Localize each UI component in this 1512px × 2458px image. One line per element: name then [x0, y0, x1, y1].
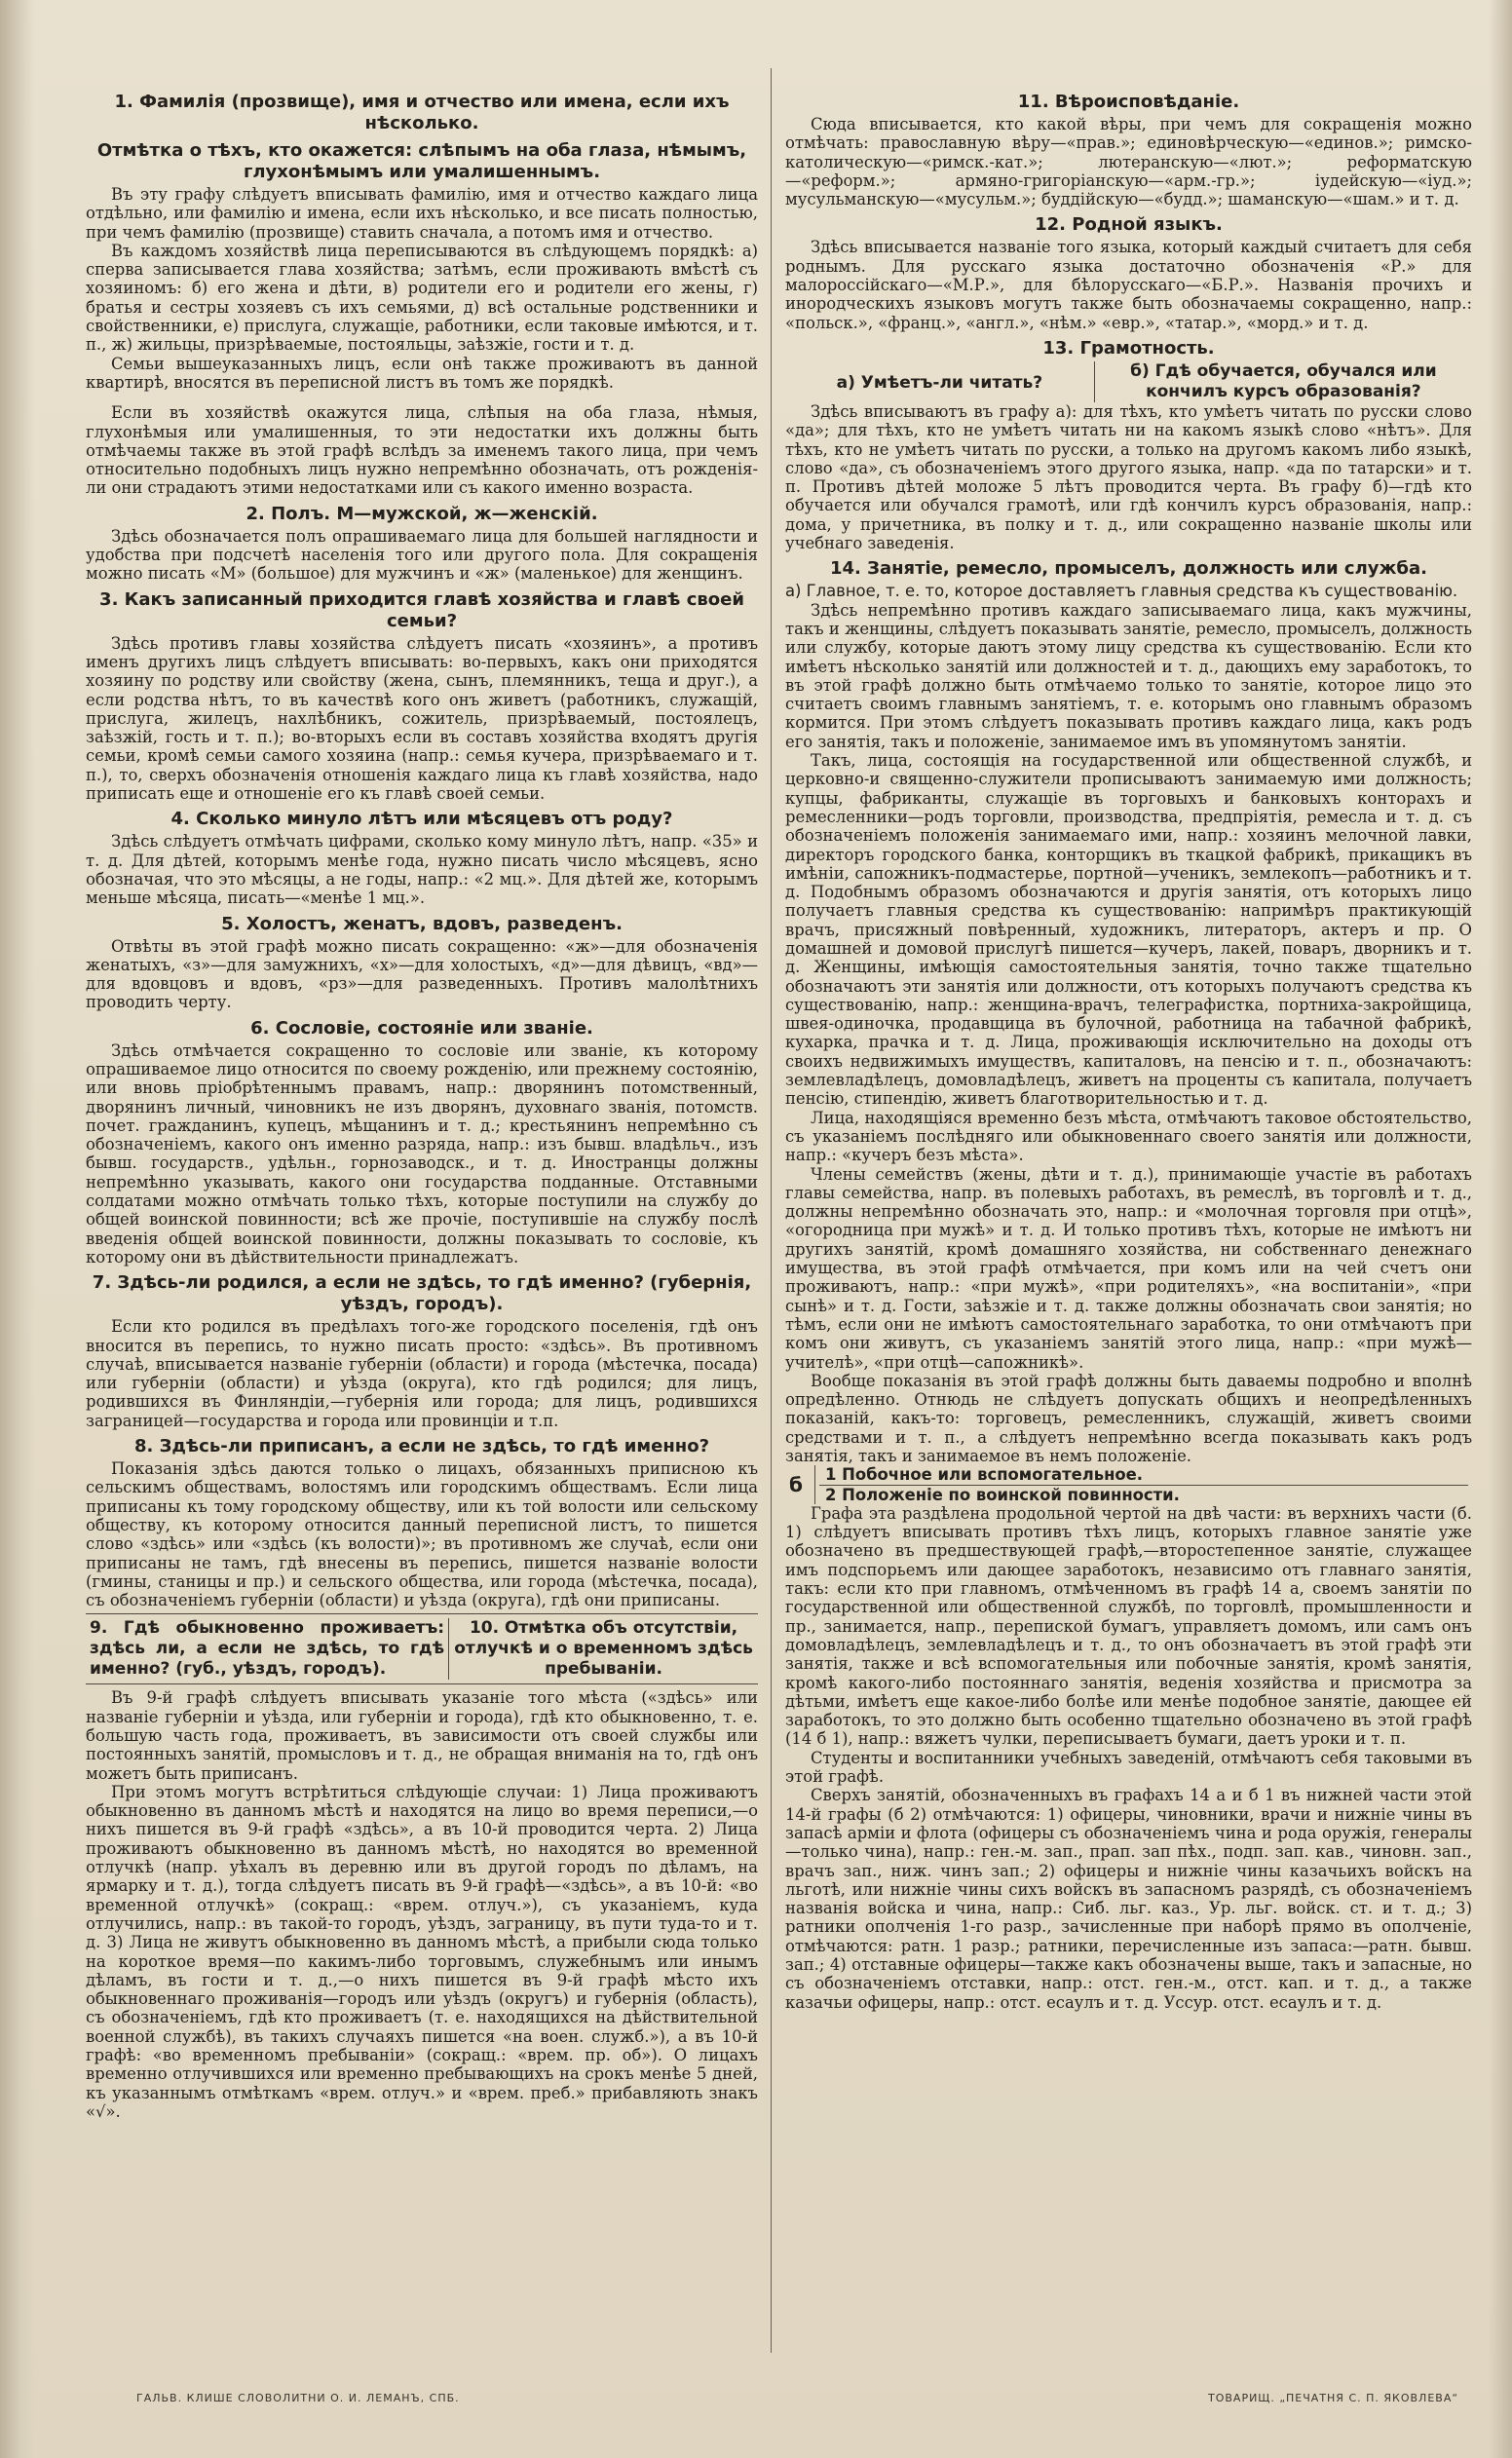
- section-11-title: 11. Вѣроисповѣданіе.: [1017, 92, 1240, 112]
- section-3-paragraph: Здѣсь противъ главы хозяйства слѣдуетъ писать «хозяинъ», а противъ именъ другихъ лицъ слѣдуетъ вписывать: во-первыхъ, какъ они приходятся хозяину по родству или свойству (жена, сынъ, племянникъ, теща и друг.), а если родства нѣтъ, то въ качествѣ кого онъ живетъ (работникъ, служащій, прислуга, жилецъ, нахлѣбникъ, сожитель, призрѣваемый, постоялецъ, заѣзжій, гость и т. п.); во-вторыхъ если въ составъ хозяйства входятъ другія семьи, кромѣ семьи самого хозяина (напр.: семья кучера, призрѣваемаго и т. п.), то, сверхъ обозначенія отношенія каждаго лица къ главѣ хозяйства, надо приписать еще и отношеніе его къ главѣ своей семьи.: [86, 633, 758, 804]
- section-12-title: 12. Родной языкъ.: [1035, 214, 1223, 236]
- section-13-subheader: [785, 361, 1472, 402]
- section-4-title: 4. Сколько минуло лѣтъ или мѣсяцевъ отъ роду?: [170, 809, 673, 830]
- section-14-title: 14. Занятіе, ремесло, промыселъ, должность или служба.: [830, 558, 1427, 580]
- section-14-a: а) Главное, т. е. то, которое доставляетъ главныя средства къ существованію.: [785, 582, 1458, 601]
- section-1-title: 1. Фамилія (прозвище), имя и отчество или имена, если ихъ нѣсколько.: [114, 92, 730, 133]
- sections-9-10-header: [86, 1618, 758, 1680]
- section-8-paragraph: Показанія здѣсь даются только о лицахъ, обязанныхъ приписною къ сельскимъ обществамъ, волостямъ или городскимъ обществамъ. Если лица приписаны къ тому городскому обществу, или къ той волости или сельскому обществу, къ которому относится данный переписной листъ, то пишется слово «здѣсь» или «здѣсь (къ волости)»; въ противномъ же случаѣ, если они приписаны не тамъ, гдѣ внесены въ перепись, пишется названіе волости (гмины, станицы и пр.) и сельского общества, или города (мѣстечка, посада), съ обозначеніемъ губерніи (области) и уѣзда (округа), гдѣ они приписаны.: [86, 1459, 758, 1610]
- section-8-title: 8. Здѣсь-ли приписанъ, а если не здѣсь, то гдѣ именно?: [133, 1436, 710, 1457]
- section-13-paragraph: Здѣсь вписываютъ въ графу а): для тѣхъ, кто умѣетъ читать по русски слово «да»; для тѣхъ, кто не умѣетъ читать ни на какомъ языкѣ слово «нѣтъ». Для тѣхъ, кто не умѣетъ читать по русски, а только на другомъ какомъ либо языкѣ, слово «да», съ обозначеніемъ этого другого языка, напр. «да по татарски» и т. п. Противъ дѣтей моложе 5 лѣтъ проводится черта. Въ графу б)—гдѣ кто обучается или обучался грамотѣ, или гдѣ кончилъ курсъ образованія, напр.: дома, у причетника, въ полку и т. д., или сокращенно названіе школы или учебнаго заведенія.: [785, 401, 1472, 553]
- right-column: [785, 86, 1472, 2341]
- section-14-b2: 2 Положеніе по воинской повинности.: [819, 1485, 1468, 1504]
- paper-edge-left: [0, 0, 35, 2458]
- section-1-paragraph: Въ эту графу слѣдуетъ вписывать фамилію, имя и отчество каждаго лица отдѣльно, или фамилію и имена, если ихъ нѣсколько, и все писать полностью, при чемъ фамилію (прозвище) ставить сначала, а потомъ имя и отчество.: [86, 185, 758, 242]
- section-6-paragraph: Здѣсь отмѣчается сокращенно то сословіе или званіе, къ которому опрашиваемое лицо относится по своему рожденію, или прежнему состоянію, или вновь пріобрѣтеннымъ правамъ, напр.: дворянинъ потомственный, дворянинъ личный, чиновникъ не изъ дворянъ, духовнаго званія, потомств. почет. гражданинъ, купецъ, мѣщанинъ и т. д.; крестьянинъ непремѣнно съ обозначеніемъ, какого онъ именно разряда, напр.: изъ бывш. владѣльч., изъ бывш. государств., удѣльн., горнозаводск., и т. д. Иностранцы должны непремѣнно указывать, какого они государства подданные. Отставными солдатами можно отмѣчать только тѣхъ, которые поступили на службу до общей воинской повинности; всѣ же прочіе, поступившіе на службу послѣ введенія общей воинской повинности, должны показывать то сословіе, къ которому они въ дѣйствительности принадлежатъ.: [86, 1040, 758, 1267]
- section-13-b: б) Гдѣ обучается, обучался или кончилъ курсъ образованія?: [1094, 361, 1472, 402]
- section-1-paragraph: Въ каждомъ хозяйствѣ лица переписываются въ слѣдующемъ порядкѣ: а) сперва записывается глава хозяйства; затѣмъ, если проживають вмѣстѣ съ хозяиномъ: б) его жена и дѣти, в) родители его и родители его жены, г) братья и сестры хозяевъ съ ихъ семьями, д) всѣ остальные родственники и свойственники, е) прислуга, служащіе, работники, если таковые имѣются, и т. п., ж) жильцы, призрѣваемые, постояльцы, заѣзжіе, гости и т. д.: [86, 241, 758, 355]
- section-10-title: 10. Отмѣтка объ отсутствіи, отлучкѣ и о временномъ здѣсь пребываніи.: [449, 1618, 758, 1680]
- section-5-paragraph: Отвѣты въ этой графѣ можно писать сокращенно: «ж»—для обозначенія женатыхъ, «з»—для замужнихъ, «х»—для холостыхъ, «д»—для дѣвицъ, «вд»—для вдовцовъ и вдовъ, «рз»—для разведенныхъ. Противъ малолѣтнихъ проводить черту.: [86, 936, 758, 1012]
- section-4-paragraph: Здѣсь слѣдуетъ отмѣчать цифрами, сколько кому минуло лѣтъ, напр. «35» и т. д. Для дѣтей, которымъ менѣе года, нужно писать число мѣсяцевъ, ясно обозначая, что это мѣсяцы, а не годы, напр.: «2 мц.». Для дѣтей же, которымъ меньше мѣсяца, писать—«менѣе 1 мц.».: [86, 832, 758, 908]
- section-14-b-header: [785, 1465, 1472, 1504]
- section-14-b-letter: б: [789, 1472, 803, 1496]
- section-7-title: 7. Здѣсь-ли родился, а если не здѣсь, то гдѣ именно? (губернія, уѣздъ, городъ).: [92, 1272, 752, 1315]
- section-2-paragraph: Здѣсь обозначается полъ опрашиваемаго лица для большей наглядности и удобства при подсчетѣ населенія того или другого пола. Для сокращенія можно писать «М» (большое) для мужчинъ и «ж» (маленькое) для женщинъ.: [86, 526, 758, 584]
- section-3-title: 3. Какъ записанный приходится главѣ хозяйства и главѣ своей семьи?: [99, 588, 744, 631]
- section-14-paragraph: Студенты и воспитанники учебныхъ заведеній, отмѣчаютъ себя таковыми въ этой графѣ.: [785, 1748, 1472, 1787]
- section-14-b1: 1 Побочное или вспомогательное.: [825, 1465, 1144, 1485]
- section-7-paragraph: Если кто родился въ предѣлахъ того-же городского поселенія, гдѣ онъ вносится въ перепись, то нужно писать просто: «здѣсь». Въ противномъ случаѣ, вписывается названіе губерніи (области) и города (мѣстечка, посада) или губерніи (области) и уѣзда (округа), кто гдѣ родился; для лицъ, родившихся въ Финляндіи,—губернія или города; для лицъ, родившихся заграницей—государства и города или провинціи и т.п.: [86, 1317, 758, 1430]
- section-1-paragraph: Семьи вышеуказанныхъ лицъ, если онѣ также проживаютъ въ данной квартирѣ, вносятся въ переписной листъ въ томъ же порядкѣ.: [86, 354, 758, 392]
- section-1-paragraph: Если въ хозяйствѣ окажутся лица, слѣпыя на оба глаза, нѣмыя, глухонѣмыя или умалишенныя, то эти недостатки ихъ должны быть отмѣчаемы также въ этой графѣ вслѣдъ за именемъ такого лица, при чемъ относительно подобныхъ лицъ нужно непремѣнно обозначать, отъ рожденія-ли они страдаютъ этими недостатками или съ какого именно возраста.: [86, 403, 758, 498]
- printer-imprint-left: ГАЛЬВ. КЛИШЕ СЛОВОЛИТНИ О. И. ЛЕМАНЪ, СПБ.: [136, 2392, 460, 2404]
- section-11-paragraph: Сюда вписывается, кто какой вѣры, при чемъ для сокращенія можно отмѣчать: православную вѣру—«прав.»; единовѣрческую—«единов.»; римско-католическую—«римск.-кат.»; лютеранскую—«лют.»; реформатскую—«реформ.»; армяно-григоріанскую—«арм.-гр.»; іудейскую—«іуд.»; мусульманскую—«мусульм.»; буддійскую—«будд.»; шаманскую—«шам.» и т. д.: [785, 115, 1472, 209]
- column-divider: [771, 68, 772, 2353]
- section-9-title: 9. Гдѣ обыкновенно проживаетъ: здѣсь ли, а если не здѣсь, то гдѣ именно? (губ., уѣздъ, городъ).: [90, 1618, 445, 1680]
- left-column: [86, 86, 758, 2341]
- paper-edge-right: [1489, 0, 1512, 2458]
- section-5-title: 5. Холостъ, женатъ, вдовъ, разведенъ.: [221, 913, 623, 934]
- section-13-title: 13. Грамотность.: [1042, 337, 1215, 359]
- section-6-title: 6. Сословіе, состояніе или званіе.: [250, 1017, 593, 1039]
- section-9-paragraph: При этомъ могутъ встрѣтиться слѣдующіе случаи: 1) Лица проживаютъ обыкновенно въ данномъ мѣстѣ и находятся на лицо во время переписи,—о нихъ пишется въ 9-й графѣ «здѣсь», а въ 10-й проводится черта. 2) Лица проживаютъ обыкновенно въ данномъ мѣстѣ, но находятся во временной отлучкѣ (напр. уѣхалъ въ деревню или въ другой городъ по дѣламъ, на ярмарку и т. д.), тогда слѣдуетъ писать въ 9-й графѣ—«здѣсь», а въ 10-й: «во временной отлучкѣ» (сокращ.: «врем. отлуч.»), съ указаніемъ, куда отлучились, напр.: въ такой-то городъ, уѣздъ, заграницу, въ пути туда-то и т. д. 3) Лица не живутъ обыкновенно въ данномъ мѣстѣ, а прибыли сюда только на короткое время—по какимъ-либо торговымъ, служебнымъ или инымъ дѣламъ, въ гости и т. д.,—о нихъ пишется въ 9-й графѣ мѣсто ихъ обыкновеннаго проживанія—городъ или уѣздъ (округъ) и губернія (область), съ обозначеніемъ, гдѣ кто проживаетъ (т. е. находящихся на дѣйствительной военной службѣ), въ такихъ случаяхъ пишется «на воен. служб.»), а въ 10-й графѣ: «во временномъ пребываніи» (сокращ.: «врем. пр. об»). О лицахъ временно отлучившихся или временно пребывающихъ на срокъ менѣе 5 дней, къ указаннымъ отмѣткамъ «врем. отлуч.» и «врем. преб.» прибавляють знакъ «√».: [86, 1782, 758, 2121]
- section-13-a: а) Умѣетъ-ли читать?: [836, 372, 1043, 393]
- section-14-paragraph: Здѣсь непремѣнно противъ каждаго записываемаго лица, какъ мужчины, такъ и женщины, слѣдуетъ показывать занятіе, ремесло, промыселъ, должность или службу, которые даютъ этому лицу средства къ существованію. Если кто имѣетъ нѣсколько занятій или должностей и т. д., дающихъ ему заработокъ, то въ этой графѣ должно быть отмѣчаемо только то занятіе, которое лицо это считаетъ своимъ главнымъ занятіемъ, т. е. которымъ оно главнымъ образомъ кормится. При этомъ слѣдуетъ показывать противъ каждаго лица, какъ родъ его занятія, такъ и положеніе, занимаемое имъ въ упомянутомъ занятіи.: [785, 600, 1472, 751]
- section-14-paragraph: Такъ, лица, состоящія на государственной или общественной службѣ, и церковно-и священно-служители прописываютъ занимаемую ими должность; купцы, фабриканты, служащіе въ торговыхъ и банковыхъ конторахъ и ремесленники—родъ торговли, производства, предпріятія, ремесла и т. д. съ обозначеніемъ положенія занимаемаго ими, напр.: хозяинъ мелочной лавки, директоръ городского банка, конторщикъ въ ткацкой фабрикѣ, прикащикъ въ имѣніи, сапожникъ-подмастерье, портной—ученикъ, землекопъ—работникъ и т. д. Подобнымъ образомъ обозначаются и другія занятія, отъ которыхъ лицо получаетъ главныя средства къ существованію: напримѣръ практикующій врачъ, присяжный повѣренный, художникъ, литераторъ, актеръ и пр. О домашней и домовой прислугѣ пишется—кучеръ, лакей, поваръ, дворникъ и т. д. Женщины, имѣющія самостоятельныя занятія, точно также тщательно обозначаютъ эти занятія или должности, отъ которыхъ получаютъ средства къ существованію, напр.: женщина-врачъ, телеграфистка, портниха-закройщица, швея-одиночка, продавщица въ булочной, работница на табачной фабрикѣ, кухарка, прачка и т. д. Лица, проживающія исключительно на доходы отъ своихъ недвижимыхъ имуществъ, капиталовъ, на пенсію и т. п., обозначаютъ: землевладѣлецъ, домовладѣлецъ, живетъ на проценты съ капитала, получаетъ пенсію, стипендію, живетъ благотворительностью и т. д.: [785, 751, 1472, 1109]
- section-14-paragraph: Члены семействъ (жены, дѣти и т. д.), принимающіе участіе въ работахъ главы семейства, напр. въ полевыхъ работахъ, въ ремеслѣ, въ торговлѣ и т. д., должны непремѣнно обозначать это, напр.: и «молочная торговля при отцѣ», «огородница при мужѣ» и т. д. И только противъ тѣхъ, которые не имѣютъ ни другихъ занятій, кромѣ домашняго хозяйства, ни собственнаго денежнаго имущества, въ этой графѣ отмѣчается, при комъ или на чей счетъ они проживаютъ, напр.: «при мужѣ», «при родителяхъ», «на воспитаніи», «при сынѣ» и т. д. Гости, заѣзжіе и т. д. также должны обозначать свои занятія; но тѣмъ, если они не имѣютъ самостоятельнаго заработка, то они отмѣчаютъ при комъ они живутъ, съ указаніемъ занятій этого лица, напр.: «при мужѣ—учителѣ», «при отцѣ—сапожникѣ».: [785, 1164, 1472, 1372]
- section-14-paragraph: Сверхъ занятій, обозначенныхъ въ графахъ 14 а и б 1 въ нижней части этой 14-й графы (б 2) отмѣчаются: 1) офицеры, чиновники, врачи и нижніе чины въ запасѣ арміи и флота (офицеры съ обозначеніемъ чина и рода оружія, генералы—только чина), напр.: ген.-м. зап., прап. зап пѣх., подп. зап. кав., чиновн. зап., врачъ зап., ниж. чинъ зап.; 2) офицеры и нижніе чины казачьихъ войскъ на льготѣ, или нижніе чины сихъ войскъ въ запасномъ разрядѣ, съ обозначеніемъ названія войска и чина, напр.: Сиб. льг. каз., Ур. льг. войск. ст. и т. д.; 3) ратники ополченія 1-го разр., зачисленные при наборѣ прямо въ ополченіе, отмѣчаются: ратн. 1 разр.; ратники, перечисленные изъ запаса:—ратн. бывш. зап.; 4) отставные офицеры—также какъ обозначены выше, такъ и запасные, но съ обозначеніемъ отставки, напр.: отст. ген.-м., отст. кап. и т. д., а также казачьи офицеры, напр.: отст. есаулъ и т. д. Уссур. отст. есаулъ и т. д.: [785, 1786, 1472, 2012]
- section-14-paragraph: Лица, находящіяся временно безъ мѣста, отмѣчаютъ таковое обстоятельство, съ указаніемъ послѣдняго или обыкновеннаго своего занятія или должности, напр.: «кучеръ безъ мѣста».: [785, 1108, 1472, 1165]
- section-14-paragraph: Графа эта раздѣлена продольной чертой на двѣ части: въ верхнихъ части (б. 1) слѣдуетъ вписывать противъ тѣхъ лицъ, которыхъ главное занятіе уже обозначено въ предшествующей графѣ,—второстепенное занятіе, служащее имъ подспорьемъ или дающее заработокъ, независимо отъ главнаго занятія, такъ: если кто при главномъ, отмѣченномъ въ графѣ 14 а, своемъ занятіи по государственной или общественной службѣ, по торговлѣ, промышленности и пр., занимается, напр., перепиской бумагъ, управляетъ домомъ, или самъ онъ домовладѣлецъ, землевладѣлецъ и т. д., то онъ обозначаетъ въ этой графѣ эти занятія, также и всѣ вспомогательныя или побочные занятія, кромѣ занятія, кромѣ какого-либо постояннаго занятія, веденія хозяйства и присмотра за дѣтьми, имѣетъ еще какое-либо болѣе или менѣе подобное занятіе, дающее ей заработокъ, то это должно быть особенно тщательно обозначено въ этой графѣ (14 б 1), напр.: вяжетъ чулки, переписываетъ бумаги, даетъ уроки и т. п.: [785, 1503, 1472, 1749]
- section-14-paragraph: Вообще показанія въ этой графѣ должны быть даваемы подробно и вполнѣ опредѣленно. Отнюдь не слѣдуетъ допускать общихъ и неопредѣленныхъ показаній, какъ-то: торговецъ, ремесленникъ, служащій, живетъ своими средствами и т. п., а слѣдуетъ непремѣнно всегда показывать какъ родъ занятія, такъ и занимаемое въ немъ положеніе.: [785, 1371, 1472, 1465]
- section-12-paragraph: Здѣсь вписывается названіе того языка, который каждый считаетъ для себя роднымъ. Для русскаго языка достаточно обозначенія «Р.» для малороссійскаго—«М.Р.», для бѣлорусскаго—«Б.Р.». Названія прочихъ и инородческихъ языковъ могутъ также быть обозначаемы сокращенно, напр.: «польск.», «франц.», «англ.», «нѣм.» «евр.», «татар.», «морд.» и т. д.: [785, 238, 1472, 332]
- printer-imprint-right: ТОВАРИЩ. „ПЕЧАТНЯ С. П. ЯКОВЛЕВА“: [1208, 2392, 1459, 2404]
- section-1-subtitle: Отмѣтка о тѣхъ, кто окажется: слѣпымъ на оба глаза, нѣмымъ, глухонѣмымъ или умалишеннымъ.: [96, 140, 747, 182]
- section-2-title: 2. Полъ. М—мужской, ж—женскій.: [246, 503, 598, 524]
- section-9-paragraph: Въ 9-й графѣ слѣдуетъ вписывать указаніе того мѣста («здѣсь» или названіе губерніи и уѣзда, или губерніи и города), гдѣ кто обыкновенно, т. е. большую часть года, проживаетъ, въ зависимости отъ своей службы или постоянныхъ занятій, промысловъ и т. д., не обращая вниманія на то, гдѣ онъ можетъ быть приписанъ.: [86, 1688, 758, 1783]
